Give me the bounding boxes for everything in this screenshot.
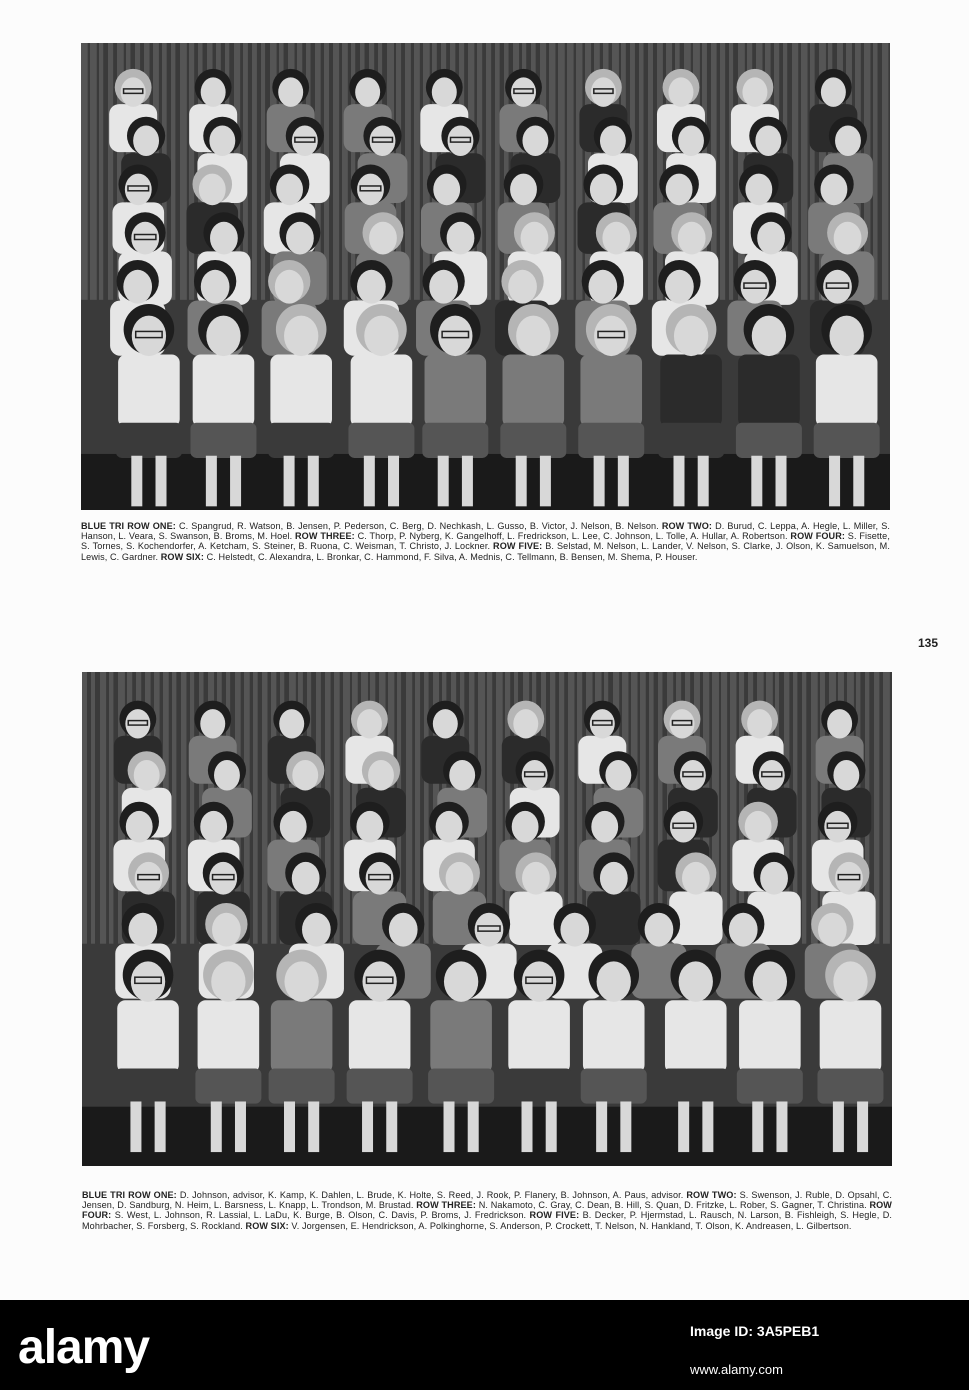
curtain-fold <box>730 672 736 944</box>
caption-heading: ROW FIVE: <box>529 1210 583 1221</box>
curtain-fold <box>333 43 339 300</box>
caption-top <box>81 521 890 562</box>
caption-names: C. Thorp, P. Nyberg, K. Gangelhoff, L. Fredrickson, L. Lee, C. Johnson, L. Tolle, A. Hullar, A. Robertson. <box>357 531 791 542</box>
curtain-fold <box>253 672 258 944</box>
caption-heading: ROW TWO: <box>661 521 716 531</box>
curtain-fold <box>180 43 187 300</box>
curtain-fold <box>487 672 492 944</box>
curtain-fold <box>334 672 340 944</box>
footer-url: www.alamy.com <box>690 1362 783 1377</box>
curtain-fold <box>190 672 194 944</box>
caption-heading: ROW FIVE: <box>493 541 546 552</box>
image-id <box>690 1322 819 1340</box>
curtain-fold <box>100 672 106 944</box>
curtain-fold <box>811 672 818 944</box>
curtain-fold <box>109 672 113 944</box>
group-photo-top-image <box>81 43 890 510</box>
caption-names: S. Swenson, J. Ruble, D. Opsahl, C. Jensen, D. Sandburg, N. Heim, L. Barsness, L. Knapp, L. Trondson, M. Brustad. <box>82 1190 892 1211</box>
person <box>587 852 640 945</box>
curtain-fold <box>99 43 103 300</box>
curtain-fold <box>91 672 95 944</box>
caption-heading: ROW TWO: <box>686 1190 740 1200</box>
curtain-fold <box>424 672 429 944</box>
curtain-fold <box>567 43 574 300</box>
curtain-fold <box>568 672 574 944</box>
caption-names: B. Decker, P. Hjermstad, L. Rausch, N. Larson, B. Fishleigh, S. Hegle, D. Mohrbacher, S. Forsberg, S. Rockland. <box>82 1210 892 1231</box>
curtain-fold <box>801 43 808 300</box>
floor <box>81 454 890 510</box>
caption-heading: ROW SIX: <box>245 1220 292 1231</box>
caption-heading: ROW FOUR: <box>790 531 848 542</box>
image-id-label: Image ID: 3A5PEB1 <box>690 1323 820 1339</box>
curtain-fold <box>252 43 257 300</box>
curtain-fold <box>577 672 582 944</box>
curtain-fold <box>649 672 654 944</box>
caption-names: N. Nakamoto, C. Gray, C. Dean, B. Hill, S. Quan, D. Fritzke, L. Rober, S. Gagner, T. Christina. <box>478 1200 870 1211</box>
watermark-footer <box>0 1300 969 1390</box>
curtain-fold <box>802 672 806 944</box>
group-photo-bottom-image <box>82 672 892 1166</box>
caption-names: C. Helstedt, C. Alexandra, L. Bronkar, C. Hammond, F. Silva, A. Mednis, C. Tellmann, B. Bensen, M. Shema, P. Houser. <box>206 551 698 562</box>
curtain-fold <box>82 672 87 944</box>
curtain-fold <box>342 43 348 300</box>
curtain-fold <box>343 672 350 944</box>
floor <box>82 1107 892 1166</box>
curtain-fold <box>495 43 500 300</box>
curtain-fold <box>883 672 890 944</box>
caption-names: S. West, L. Johnson, R. Lassial, L. LaDu, K. Burge, B. Olson, C. Davis, P. Broms, J. Fredrickson. <box>114 1210 530 1221</box>
curtain-fold <box>729 43 733 300</box>
curtain-fold <box>648 43 653 300</box>
caption-names: D. Burud, C. Leppa, A. Hegle, L. Miller, S. Hanson, L. Veara, S. Swanson, B. Broms, M. Hoel. <box>81 521 890 542</box>
caption-heading: ROW SIX: <box>160 551 207 562</box>
curtain-fold <box>189 43 194 300</box>
curtain-fold <box>108 43 113 300</box>
caption-bottom <box>82 1190 892 1231</box>
caption-names: C. Spangrud, R. Watson, B. Jensen, P. Pederson, C. Berg, D. Nechkash, L. Gusso, B. Victor, J. Nelson, B. Nelson. <box>178 521 662 531</box>
caption-heading: ROW THREE: <box>295 531 358 542</box>
group-photo-top <box>81 43 890 510</box>
curtain-fold <box>261 43 265 300</box>
curtain-fold <box>658 672 662 944</box>
curtain-fold <box>657 43 663 300</box>
curtain-fold <box>576 43 582 300</box>
caption-heading: BLUE TRI <box>81 521 128 531</box>
curtain-fold <box>90 43 97 300</box>
curtain-fold <box>496 672 503 944</box>
caption-heading: ROW FOUR: <box>82 1200 892 1221</box>
curtain-fold <box>720 43 725 300</box>
curtain-fold <box>882 43 888 300</box>
curtain-fold <box>810 43 815 300</box>
caption-names: D. Johnson, advisor, K. Kamp, K. Dahlen, L. Brude, K. Holte, S. Reed, J. Rook, P. Flanery, B. Johnson, A. Paus, advisor. <box>179 1190 687 1200</box>
page-number: 135 <box>918 636 939 650</box>
person <box>509 852 562 945</box>
curtain-fold <box>181 672 186 944</box>
curtain-fold <box>415 672 420 944</box>
caption-heading: ROW ONE: <box>127 521 179 531</box>
caption-heading: ROW ONE: <box>128 1190 180 1200</box>
curtain-fold <box>406 672 412 944</box>
caption-names: V. Jorgensen, E. Hendrickson, A. Polkinghorne, S. Anderson, P. Crockett, T. Nelson, N. Hankland, T. Olson, K. Andreasen, L. Gilbertson. <box>291 1220 852 1231</box>
caption-heading: ROW THREE: <box>416 1200 479 1211</box>
caption-names: B. Selstad, M. Nelson, L. Lander, V. Nelson, S. Clarke, J. Olson, K. Samuelson, M. Lewis, C. Gardner. <box>81 541 890 562</box>
caption-names: S. Fisette, S. Tornes, S. Kochendorfer, A. Ketcham, S. Steiner, B. Ruona, C. Weisman, T. Christo, J. Lockner. <box>81 531 890 552</box>
alamy-logo: alamy <box>18 1321 150 1374</box>
group-photo-bottom <box>82 672 892 1166</box>
curtain-fold <box>81 43 88 300</box>
curtain-fold <box>262 672 268 944</box>
caption-heading: BLUE TRI <box>82 1190 129 1200</box>
curtain-fold <box>414 43 420 300</box>
